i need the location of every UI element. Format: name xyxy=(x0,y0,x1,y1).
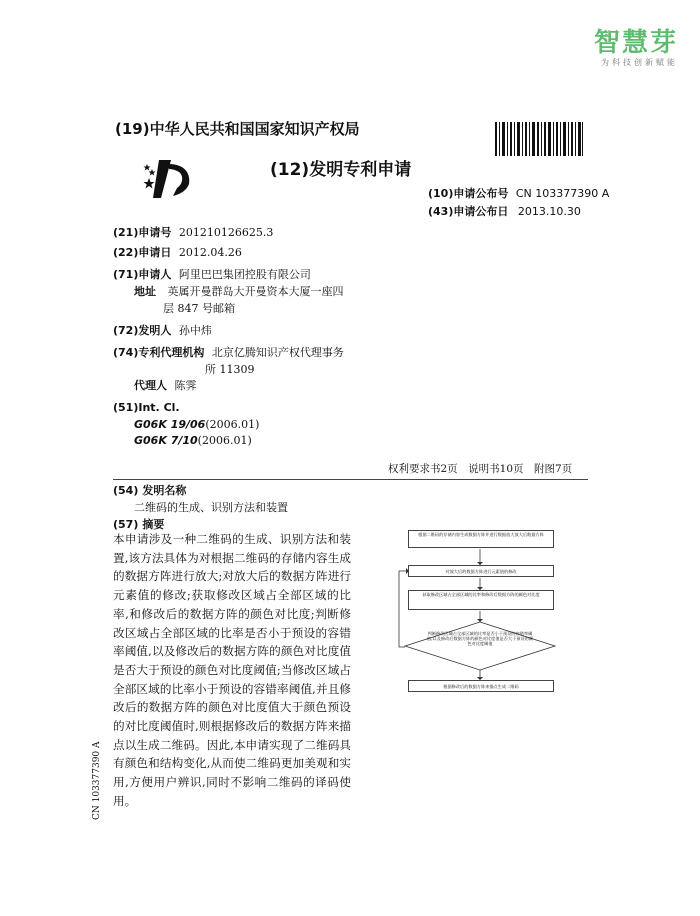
flow-step-4: 根据修改后的数据方阵来描点生成二维码 xyxy=(408,680,554,692)
brand-name: 智慧芽 xyxy=(593,28,678,58)
ipc-class: G06K 19/06 xyxy=(134,418,206,431)
field-code: (71) xyxy=(113,268,139,281)
field-label: 发明人 xyxy=(138,324,172,337)
ipc-date: (2006.01) xyxy=(197,434,252,447)
field-code: (21) xyxy=(113,226,139,239)
ipc-date: (2006.01) xyxy=(205,418,260,431)
document-type: (12)发明专利申请 xyxy=(270,160,412,180)
pub-no-value: CN 103377390 A xyxy=(515,187,610,200)
applicant-row xyxy=(113,266,311,283)
flow-step-2: 对放大后的数据方阵进行元素值的修改 xyxy=(408,565,554,577)
pub-date-value: 2013.10.30 xyxy=(517,205,581,218)
pages-info: 权利要求书2页 说明书10页 附图7页 xyxy=(388,463,573,475)
barcode-icon xyxy=(495,122,583,156)
divider xyxy=(113,479,588,480)
ipc-row-2 xyxy=(134,432,252,449)
invention-title: 二维码的生成、识别方法和装置 xyxy=(134,501,288,514)
agent-row xyxy=(134,377,197,394)
field-value: 阿里巴巴集团控股有限公司 xyxy=(178,268,311,281)
brand-logo xyxy=(594,22,678,68)
publication-date-row xyxy=(428,203,581,219)
field-code: (22) xyxy=(113,246,139,259)
title-heading xyxy=(113,482,186,499)
field-value: 陈霁 xyxy=(174,379,197,392)
flow-step-1: 根据二维码的存储内容生成数据方阵并进行数据放大放大后数据方阵 xyxy=(408,530,554,548)
application-date-row xyxy=(113,244,242,261)
field-code: (51) xyxy=(113,401,139,414)
flow-step-3: 获取修改区域占全部区域的比率和修改后数据方阵的颜色对比度 xyxy=(408,590,554,610)
field-label: 申请人 xyxy=(138,268,172,281)
field-label: 地址 xyxy=(134,285,156,298)
field-label: 申请日 xyxy=(138,246,172,259)
field-value: 北京亿腾知识产权代理事务 xyxy=(211,346,344,359)
field-label: 申请号 xyxy=(138,226,172,239)
pub-no-label: (10)申请公布号 xyxy=(428,187,509,200)
agency-row xyxy=(113,344,344,361)
ipc-class: G06K 7/10 xyxy=(134,434,198,447)
field-label: 摘要 xyxy=(142,518,165,531)
application-number-row xyxy=(113,224,273,241)
field-label: 发明名称 xyxy=(142,484,187,497)
address-row xyxy=(134,283,344,300)
cnipa-emblem-icon xyxy=(143,158,195,200)
field-value: 英属开曼群岛大开曼资本大厦一座四 xyxy=(167,285,344,298)
field-value: 201210126625.3 xyxy=(178,226,274,239)
inventor-row xyxy=(113,322,212,339)
field-label: 代理人 xyxy=(134,379,167,392)
field-value: 2012.04.26 xyxy=(178,246,242,259)
agency-row-2: 所 11309 xyxy=(205,363,255,376)
address-row-2: 层 847 号邮箱 xyxy=(163,302,235,315)
intcl-row xyxy=(113,399,180,416)
field-code: (54) xyxy=(113,484,139,497)
field-code: (57) xyxy=(113,518,139,531)
pub-date-label: (43)申请公布日 xyxy=(428,205,509,218)
field-value: 孙中炜 xyxy=(178,324,212,337)
field-code: (72) xyxy=(113,324,139,337)
abstract-text: 本申请涉及一种二维码的生成、识别方法和装置,该方法具体为对根据二维码的存储内容生成的数据方阵进行放大;对放大后的数据方阵进行元素值的修改;获取修改区域占全部区域的比率,和修改后的数据方阵的颜色对比度;判断修改区域占全部区域的比率是否小于预设的容错率阈值,以及修改后的数据方阵的颜色对比度值是否大于预设的颜色对比度阈值;当修改区域占全部区域的比率小于预设的容错率阈值,并且修改后的数据方阵的颜色对比度值大于颜色预设的对比度阈值时,则根据修改后的数据方阵来描点以生成二维码。因此,本申请实现了二维码具有颜色和结构变化,从而使二维码更加美观和实用,方便用户辨识,同时不影响二维码的译码使用。 xyxy=(113,532,351,808)
field-label: Int. Cl. xyxy=(138,401,180,414)
ipc-row-1 xyxy=(134,416,259,433)
publication-number-row xyxy=(428,185,609,201)
flow-decision: 判断修改区域占全部区域的比率是否小于预设的容错率阈值,以及修改后数据方阵的颜色对比度值是否大于预设的颜色对比度阈值 xyxy=(426,631,534,646)
field-label: 专利代理机构 xyxy=(138,346,205,359)
brand-tagline: 为科技创新赋能 xyxy=(601,58,678,67)
office-name: (19)中华人民共和国国家知识产权局 xyxy=(115,120,360,138)
field-code: (74) xyxy=(113,346,139,359)
side-publication-code: CN 103377390 A xyxy=(92,741,102,820)
